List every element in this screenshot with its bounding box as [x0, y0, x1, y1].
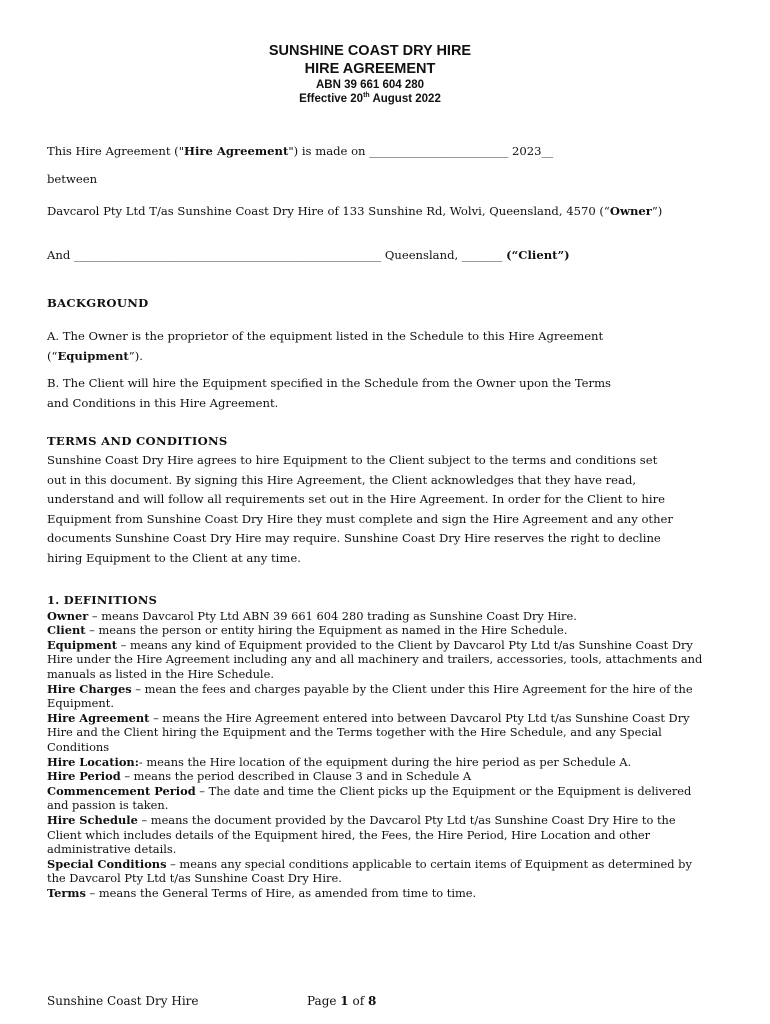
terms-heading: TERMS AND CONDITIONS: [47, 434, 228, 448]
definitions-section: [47, 593, 707, 900]
client-line: And _____________________________________________________ Queensland, _______ (“Client”): [47, 248, 570, 262]
definition-item: Hire Agreement – means the Hire Agreement entered into between Davcarol Pty Ltd t/as Sunshine Coast Dry Hire and the Client hiring the Equipment and the Terms together with the Hire Schedule, and any Special Conditions: [47, 710, 690, 754]
terms-body: Sunshine Coast Dry Hire agrees to hire Equipment to the Client subject to the terms and conditions set out in this document. By signing this Hire Agreement, the Client acknowledges that they have read, understand and will follow all requirements set out in the Hire Agreement. In order for the Client to hire Equipment from Sunshine Coast Dry Hire they must complete and sign the Hire Agreement and any other documents Sunshine Coast Dry Hire may require. Sunshine Coast Dry Hire reserves the right to decline hiring Equipment to the Client at any time.: [47, 453, 673, 565]
agreement-date-line: This Hire Agreement ("Hire Agreement") is made on ________________________ 2023__: [47, 144, 554, 158]
definition-item: Equipment – means any kind of Equipment provided to the Client by Davcarol Pty Ltd t/as Sunshine Coast Dry Hire under the Hire Agreement including any and all machinery and trailers, accessories, tools, attachments and manuals as listed in the Hire Schedule.: [47, 637, 703, 681]
definition-item: Owner – means Davcarol Pty Ltd ABN 39 661 604 280 trading as Sunshine Coast Dry Hire.: [47, 608, 577, 623]
page-number: Page 1 of 8: [307, 994, 377, 1008]
footer-company: Sunshine Coast Dry Hire: [47, 994, 199, 1008]
background-heading: BACKGROUND: [47, 296, 149, 310]
definition-item: Hire Schedule – means the document provided by the Davcarol Pty Ltd t/as Sunshine Coast Dry Hire to the Client which includes details of the Equipment hired, the Fees, the Hire Period, Hire Location and other administrative details.: [47, 812, 676, 857]
owner-line: Davcarol Pty Ltd T/as Sunshine Coast Dry Hire of 133 Sunshine Rd, Wolvi, Queensland, 4570 (“Owner”): [47, 204, 663, 218]
definition-item: Terms – means the General Terms of Hire, as amended from time to time.: [47, 885, 477, 900]
background-item-a: A. The Owner is the proprietor of the equipment listed in the Schedule to this Hire Agreement (“Equipment”).: [47, 329, 604, 363]
effective-date: Effective 20th August 2022: [299, 92, 441, 105]
document-subtitle: HIRE AGREEMENT: [304, 61, 436, 77]
document-title: SUNSHINE COAST DRY HIRE: [268, 43, 472, 59]
background-item-b: B. The Client will hire the Equipment specified in the Schedule from the Owner upon the Terms and Conditions in this Hire Agreement.: [47, 376, 612, 410]
definition-item: Hire Location:- means the Hire location of the equipment during the hire period as per Schedule A.: [47, 754, 632, 769]
abn-line: ABN 39 661 604 280: [315, 79, 425, 91]
definition-item: Hire Charges – mean the fees and charges payable by the Client under this Hire Agreement for the hire of the Equipment.: [47, 681, 693, 711]
definition-item: Hire Period – means the period described in Clause 3 and in Schedule A: [47, 769, 472, 784]
between-label: between: [47, 172, 98, 186]
definition-item: Commencement Period – The date and time the Client picks up the Equipment or the Equipment is delivered and passion is taken.: [47, 783, 692, 813]
definition-item: Client – means the person or entity hiring the Equipment as named in the Hire Schedule.: [47, 623, 568, 638]
definitions-heading: 1. DEFINITIONS: [47, 593, 158, 607]
definition-item: Special Conditions – means any special conditions applicable to certain items of Equipment as determined by the Davcarol Pty Ltd t/as Sunshine Coast Dry Hire.: [47, 856, 692, 886]
